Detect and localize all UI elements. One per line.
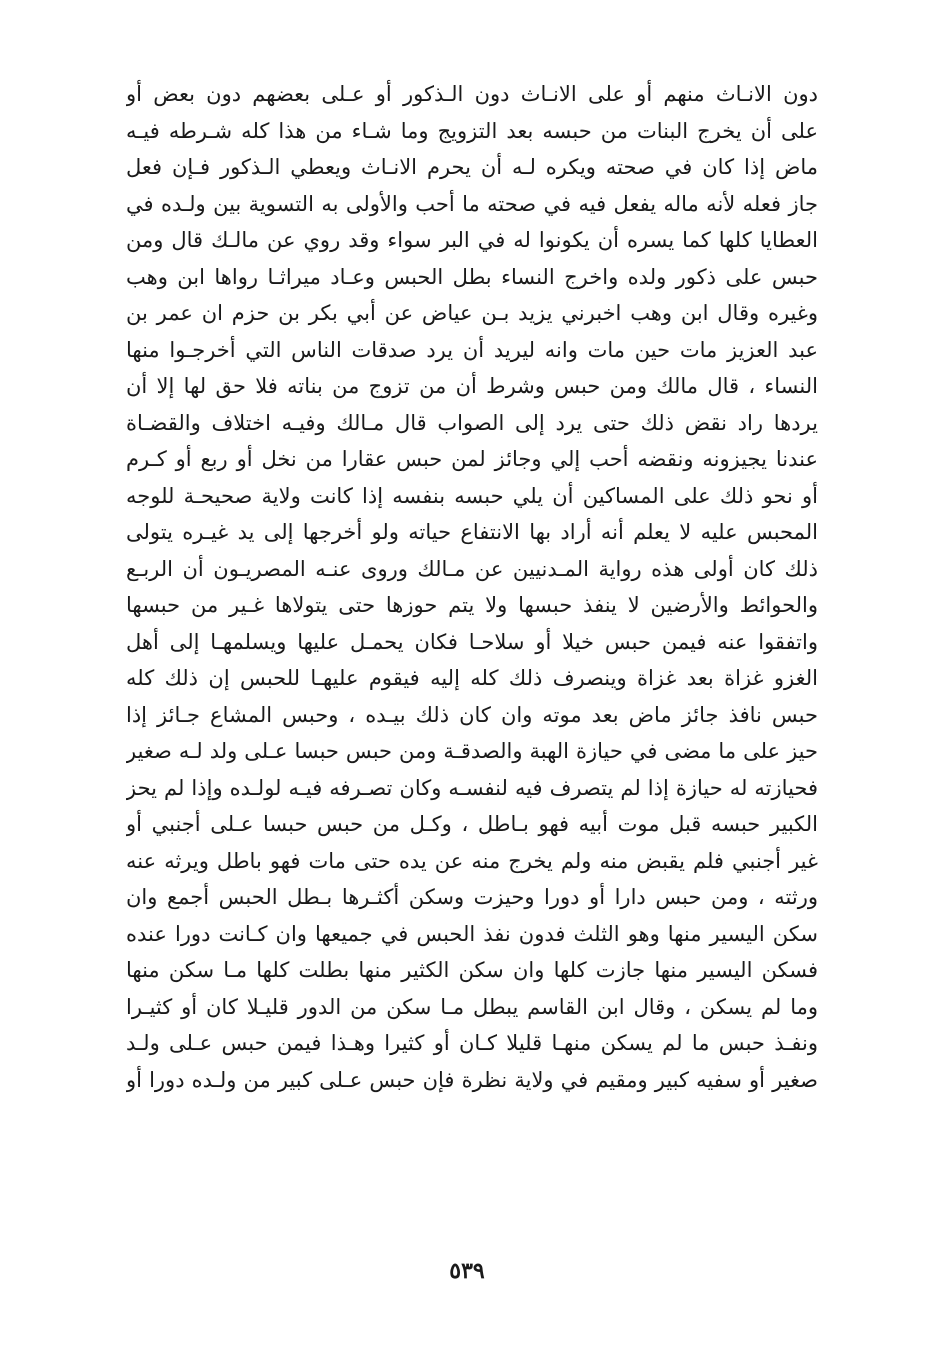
text-line: أو نحو ذلك على المساكين أن يلي حبسه بنفسه إذا كانت ولاية صحيحـة للوجه	[126, 483, 818, 508]
text-line: دون الانـاث منهم أو على الانـاث دون الـذكور أو عـلى بعضهم دون بعض أو	[126, 82, 818, 106]
text-line: ورثته ، ومن حبس دارا أو دورا وحيزت وسكن أكثـرها بـطل الحبس أجمع وان	[126, 885, 818, 909]
text-line: عبد العزيز مات حين مات وانه ليريد أن يرد صدقات الناس التي أخرجـوا منها	[126, 337, 818, 362]
text-line: الكبير حبسه قبل موت أبيه فهو بـاطل ، وكـل من حبس حبسا عـلى أجنبي أو	[126, 812, 818, 836]
body-text	[126, 76, 818, 1098]
text-line: حيز على ما مضى في حيازة الهبة والصدقـة ومن حبس حبسا عـلى ولد لـه صغير	[126, 739, 818, 763]
text-line: فسكن اليسير منها جازت كلها وان سكن الكثير منها بطلت كلها مـا سكن منها	[126, 958, 818, 982]
text-line: الغزو غزاة بعد غزاة وينصرف ذلك كله إليه فيقوم عليهـا للحبس إن ذلك كله	[126, 666, 818, 690]
text-line: وما لم يسكن ، وقال ابن القاسم يبطل مـا سكن من الدور قليـلا كان أو كثيـرا	[126, 994, 818, 1019]
text-line: النساء ، قال مالك ومن حبس وشرط أن من تزوج من بناته فلا حق لها إلا أن	[126, 374, 818, 398]
text-line: يردها راد نقض ذلك حتى يرد إلى الصواب قال مـالك وفيـه اختلاف والقضـاة	[126, 410, 818, 435]
text-line: جاز فعله لأنه ماله يفعل فيه في صحته ما أحب والأولى به التسوية بين ولـده في	[126, 191, 818, 216]
text-line: واتفقوا عنه فيمن حبس خيلا أو سلاحـا فكان يحمـل عليها ويسلمهـا إلى أهل	[126, 629, 818, 654]
text-line: حبس نافذ جائز ماض بعد موته وان كان ذلك بيـده ، وحبس المشاع جـائز إذا	[126, 702, 818, 727]
text-line: على أن يخرج البنات من حبسه بعد التزويج وما شـاء من هذا كله شـرطه فيـه	[126, 118, 818, 143]
text-line: والحوائط والأرضين لا ينفذ حبسها ولا يتم حوزها حتى يتولاها غـير من حبسها	[126, 593, 818, 617]
text-line: حبس على ذكور ولده واخرج النساء بطل الحبس وعـاد ميراثـا رواها ابن وهب	[126, 264, 818, 289]
text-line: المحبس عليه لا يعلم أنه أراد بها الانتفاع حياته ولو أخرجها إلى يد غيـره يتولى	[126, 520, 818, 544]
text-line: فحيازته له حيازة إذا لم يتصرف فيه لنفسـه وكان تصـرفه فيـه لولـده وإذا لم يحز	[126, 775, 818, 800]
text-line: غير أجنبي فلم يقبض منه ولم يخرج منه عن يده حتى مات فهو باطل ويرثه عنه	[126, 848, 818, 873]
text-line: صغير أو سفيه كبير ومقيم في ولاية نظرة فإن حبس عـلى كبير من ولـده دورا أو	[126, 1067, 818, 1092]
text-line: عندنا يجيزونه ونقضه أحب إلي وجائز لمن حبس عقارا من نخل أو ربع أو كـرم	[126, 447, 818, 471]
text-line: وغيره وقال ابن وهب اخبرني يزيد بـن عياض عن أبي بكر بن حزم ان عمر بن	[126, 301, 818, 325]
page-number: ٥٣٩	[449, 1258, 485, 1284]
text-line: سكن اليسير منها وهو الثلث فدون نفذ الحبس في جميعها وان كـانت دورا عنده	[126, 921, 818, 946]
text-line: ونفـذ حبس ما لم يسكن منهـا قليلا كـان أو كثيرا وهـذا فيمن حبس عـلى ولـد	[126, 1031, 818, 1055]
text-line: ماض إذا كان في صحته ويكره لـه أن يحرم الانـاث ويعطي الـذكور فـإن فعل	[126, 155, 818, 179]
text-line: العطايا كلها كما يسره أن يكونوا له في البر سواء وقد روي عن مالـك قال ومن	[126, 228, 818, 252]
text-line: ذلك كان أولى هذه رواية المـدنيين عن مـالك وروى عنـه المصريـون أن الربـع	[126, 556, 818, 581]
